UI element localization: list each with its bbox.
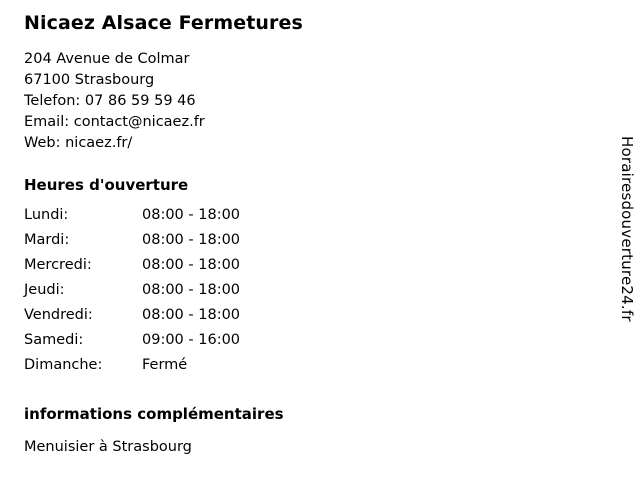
additional-info-text: Menuisier à Strasbourg — [24, 438, 192, 455]
additional-info-heading: informations complémentaires — [24, 404, 284, 423]
hours-time: Fermé — [142, 356, 188, 373]
table-row — [24, 231, 240, 256]
table-row — [24, 281, 240, 306]
opening-hours-table — [24, 206, 240, 381]
main-content — [24, 12, 584, 457]
address-line-2: 67100 Strasbourg — [24, 71, 155, 88]
hours-day: Lundi: — [24, 206, 69, 223]
phone-line: Telefon: 07 86 59 59 46 — [24, 92, 196, 109]
hours-day: Vendredi: — [24, 306, 93, 323]
hours-day: Dimanche: — [24, 356, 103, 373]
hours-time: 09:00 - 16:00 — [142, 331, 241, 348]
hours-time: 08:00 - 18:00 — [142, 256, 241, 273]
opening-hours-heading: Heures d'ouverture — [24, 175, 189, 194]
website-line: Web: nicaez.fr/ — [24, 134, 133, 151]
table-row — [24, 256, 240, 281]
hours-day: Mercredi: — [24, 256, 92, 273]
table-row — [24, 206, 240, 231]
page-title: Nicaez Alsace Fermetures — [24, 12, 303, 34]
hours-day: Mardi: — [24, 231, 70, 248]
address-line-1: 204 Avenue de Colmar — [24, 50, 190, 67]
table-row — [24, 331, 240, 356]
table-row — [24, 306, 240, 331]
contact-block — [24, 49, 584, 154]
hours-time: 08:00 - 18:00 — [142, 231, 241, 248]
hours-time: 08:00 - 18:00 — [142, 206, 241, 223]
hours-day: Jeudi: — [24, 281, 65, 298]
table-row — [24, 356, 240, 381]
email-line: Email: contact@nicaez.fr — [24, 113, 205, 130]
watermark-label: Horairesdouverture24.fr — [618, 136, 636, 322]
hours-time: 08:00 - 18:00 — [142, 281, 241, 298]
hours-time: 08:00 - 18:00 — [142, 306, 241, 323]
hours-day: Samedi: — [24, 331, 84, 348]
